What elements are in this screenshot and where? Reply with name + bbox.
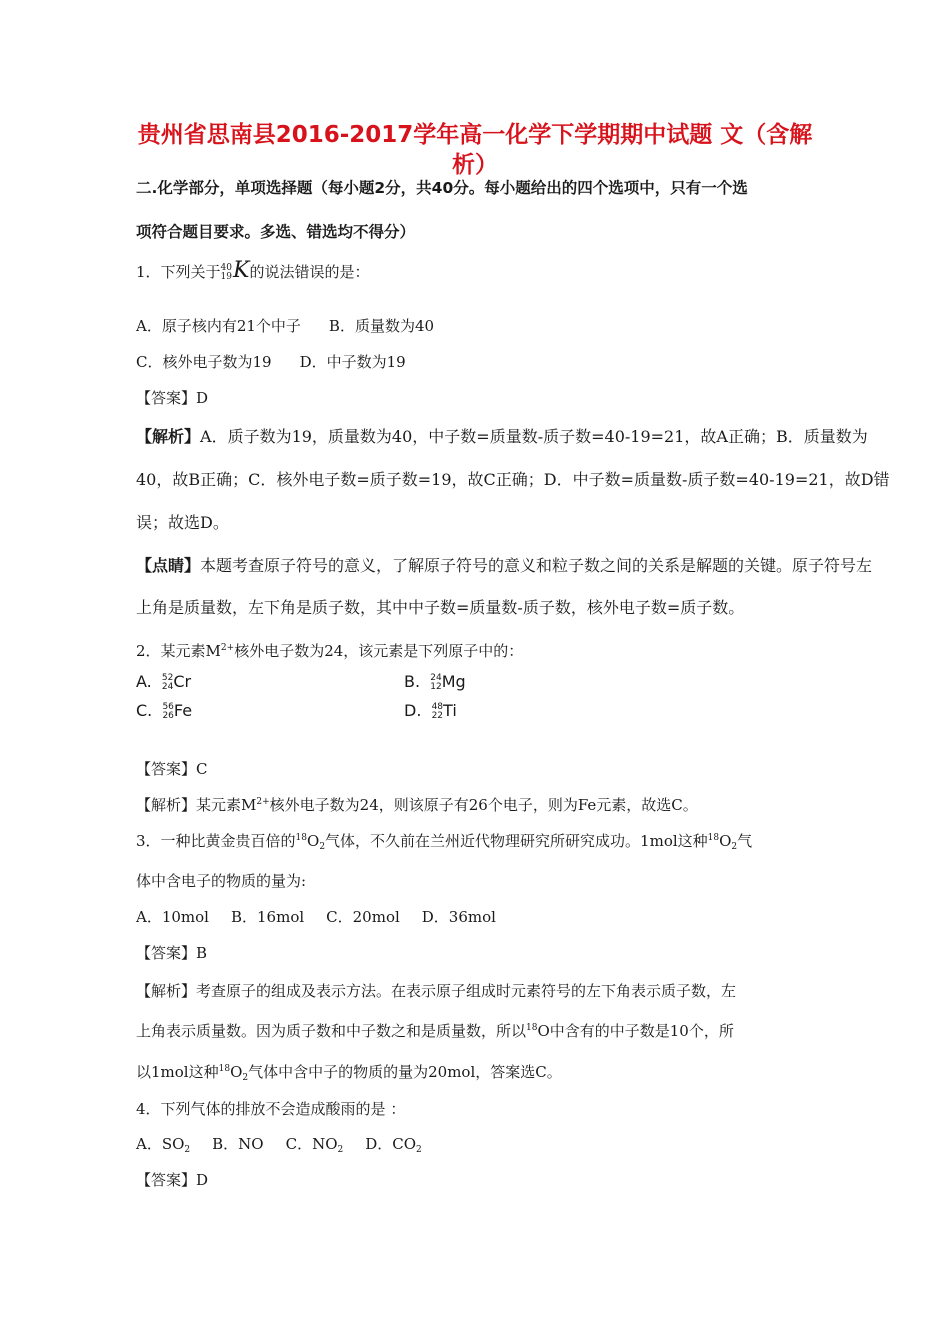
q1-nuclide-z: 19 xyxy=(220,272,232,282)
q3-stem-a: 3．一种比黄金贵百倍的 xyxy=(136,832,296,850)
section-heading-line-1: 二.化学部分，单项选择题（每小题2分，共40分。每小题给出的四个选项中，只有一个选 xyxy=(136,179,748,197)
q1-analysis-text-1: A．质子数为19，质量数为40，中子数=质量数-质子数=40-19=21，故A正确；B．质量数为 xyxy=(200,427,868,446)
q1-analysis-line-3: 误；故选D。 xyxy=(136,513,229,532)
q3-subscript-2: 2 xyxy=(731,842,738,852)
q2-stem-charge: 2+ xyxy=(220,643,235,653)
q2-option-c-z: 26 xyxy=(162,710,174,721)
q3-analysis-2a: 上角表示质量数。因为质子数和中子数之和是质量数，所以 xyxy=(136,1022,527,1040)
q3-isotope-mass-4: 18 xyxy=(218,1064,231,1074)
q1-stem xyxy=(136,258,369,283)
q1-option-c: C．核外电子数为19 xyxy=(136,353,272,371)
q3-analysis-line-1: 【解析】考查原子的组成及表示方法。在表示原子组成时元素符号的左下角表示质子数，左 xyxy=(136,982,737,1000)
q3-isotope-mass-3: 18 xyxy=(526,1023,538,1033)
q1-answer: 【答案】D xyxy=(136,389,209,407)
q2-stem-a: 2．某元素M xyxy=(136,642,221,660)
q1-option-a: A．原子核内有21个中子 xyxy=(136,317,301,335)
title-line-2: 析） xyxy=(452,152,498,178)
q4-option-a-sub: 2 xyxy=(184,1145,191,1155)
q1-note-line-1 xyxy=(136,553,872,576)
q2-option-d-z: 22 xyxy=(431,710,444,721)
q4-options xyxy=(136,1133,422,1155)
q4-stem: 4．下列气体的排放不会造成酸雨的是 ： xyxy=(136,1100,406,1118)
q3-options xyxy=(136,906,496,927)
q3-subscript-3: 2 xyxy=(242,1073,249,1083)
document-title xyxy=(120,120,830,180)
q1-options-row-1 xyxy=(136,315,434,336)
q4-option-b: B．NO xyxy=(212,1135,264,1153)
q2-option-b-label: B. xyxy=(404,672,421,691)
q2-options-row-2 xyxy=(136,701,672,721)
q2-answer: 【答案】C xyxy=(136,760,208,778)
q1-note-tag: 【点睛】 xyxy=(136,556,201,575)
q1-option-b: B．质量数为40 xyxy=(328,317,435,335)
q3-o-symbol-2: O xyxy=(719,832,732,850)
section-heading-line-2: 项符合题目要求。多选、错选均不得分） xyxy=(136,223,416,241)
q2-option-b-mass: 24 xyxy=(430,672,442,683)
q2-analysis-a: 【解析】某元素M xyxy=(136,796,257,814)
q3-analysis-2b: O中含有的中子数是10个，所 xyxy=(537,1022,734,1040)
q3-o-symbol-1: O xyxy=(307,832,320,850)
q3-analysis-line-2 xyxy=(136,1020,734,1041)
q2-option-b-z: 12 xyxy=(430,681,442,692)
q3-option-d: D．36mol xyxy=(421,908,496,926)
q3-analysis-3a: 以1mol这种 xyxy=(136,1063,219,1081)
q3-option-a: A．10mol xyxy=(136,908,209,926)
q2-option-d xyxy=(404,701,672,721)
q1-analysis-line-2: 40，故B正确；C．核外电子数=质子数=19，故C正确；D．中子数=质量数-质子数=40-19=21，故D错 xyxy=(136,470,890,489)
q3-analysis-3b: 气体中含中子的物质的量为20mol，答案选C。 xyxy=(248,1063,562,1081)
q2-stem-b: 核外电子数为24，该元素是下列原子中的： xyxy=(234,642,524,660)
q2-option-d-mass: 48 xyxy=(431,701,444,712)
q4-option-d: D．CO xyxy=(365,1135,417,1153)
q1-note-line-2: 上角是质量数，左下角是质子数，其中中子数=质量数-质子数，核外电子数=质子数。 xyxy=(136,598,745,617)
q3-isotope-mass-1: 18 xyxy=(295,833,307,843)
q2-option-a-z: 24 xyxy=(161,681,174,692)
q1-note-text-1: 本题考查原子符号的意义，了解原子符号的意义和粒子数之间的关系是解题的关键。原子符号左 xyxy=(200,556,873,575)
q3-stem-c: 气 xyxy=(737,832,753,850)
q4-option-c-sub: 2 xyxy=(337,1145,344,1155)
q2-option-c xyxy=(136,701,404,721)
q4-answer: 【答案】D xyxy=(136,1171,209,1189)
q3-stem-line-1 xyxy=(136,830,752,852)
q2-option-d-symbol: Ti xyxy=(443,701,457,720)
q2-options-row-1 xyxy=(136,672,672,692)
q1-stem-suffix: 的说法错误的是： xyxy=(249,263,370,281)
q3-option-c: C．20mol xyxy=(326,908,400,926)
q2-option-c-label: C. xyxy=(136,701,153,720)
q1-analysis-tag: 【解析】 xyxy=(136,427,201,446)
q2-option-b-symbol: Mg xyxy=(441,672,466,691)
q4-option-d-sub: 2 xyxy=(416,1145,422,1155)
q2-analysis-b: 核外电子数为24，则该原子有26个电子，则为Fe元素，故选C。 xyxy=(269,796,698,814)
q2-option-d-label: D. xyxy=(404,701,422,720)
q2-option-a-label: A. xyxy=(136,672,152,691)
q1-options-row-2 xyxy=(136,351,406,372)
q4-option-c: C．NO xyxy=(285,1135,338,1153)
q2-stem xyxy=(136,640,523,661)
q1-analysis-line-1 xyxy=(136,424,868,447)
q3-isotope-mass-2: 18 xyxy=(707,833,720,843)
q1-stem-prefix: 1．下列关于 xyxy=(136,263,221,281)
q2-analysis xyxy=(136,794,698,815)
q2-option-c-mass: 56 xyxy=(162,701,174,712)
q2-option-b xyxy=(404,672,672,692)
q2-analysis-charge: 2+ xyxy=(256,797,270,807)
q3-o-symbol-3: O xyxy=(230,1063,243,1081)
q3-analysis-line-3 xyxy=(136,1061,562,1083)
q2-option-c-symbol: Fe xyxy=(173,701,193,720)
q2-option-a-mass: 52 xyxy=(161,672,174,683)
q1-nuclide-mass: 40 xyxy=(220,263,232,273)
q1-nuclide-k xyxy=(221,258,250,283)
q2-option-a-symbol: Cr xyxy=(173,672,192,691)
q3-option-b: B．16mol xyxy=(230,908,305,926)
q3-answer: 【答案】B xyxy=(136,944,208,962)
q3-stem-line-2: 体中含电子的物质的量为: xyxy=(136,872,307,890)
q4-option-a: A．SO xyxy=(136,1135,185,1153)
q3-subscript-1: 2 xyxy=(319,842,326,852)
q1-nuclide-symbol: K xyxy=(233,258,250,283)
q1-option-d: D．中子数为19 xyxy=(299,353,406,371)
q2-option-a xyxy=(136,672,404,692)
q3-stem-b: 气体，不久前在兰州近代物理研究所研究成功。1mol这种 xyxy=(325,832,708,850)
title-line-1: 贵州省思南县2016-2017学年高一化学下学期期中试题 文（含解 xyxy=(137,122,813,148)
